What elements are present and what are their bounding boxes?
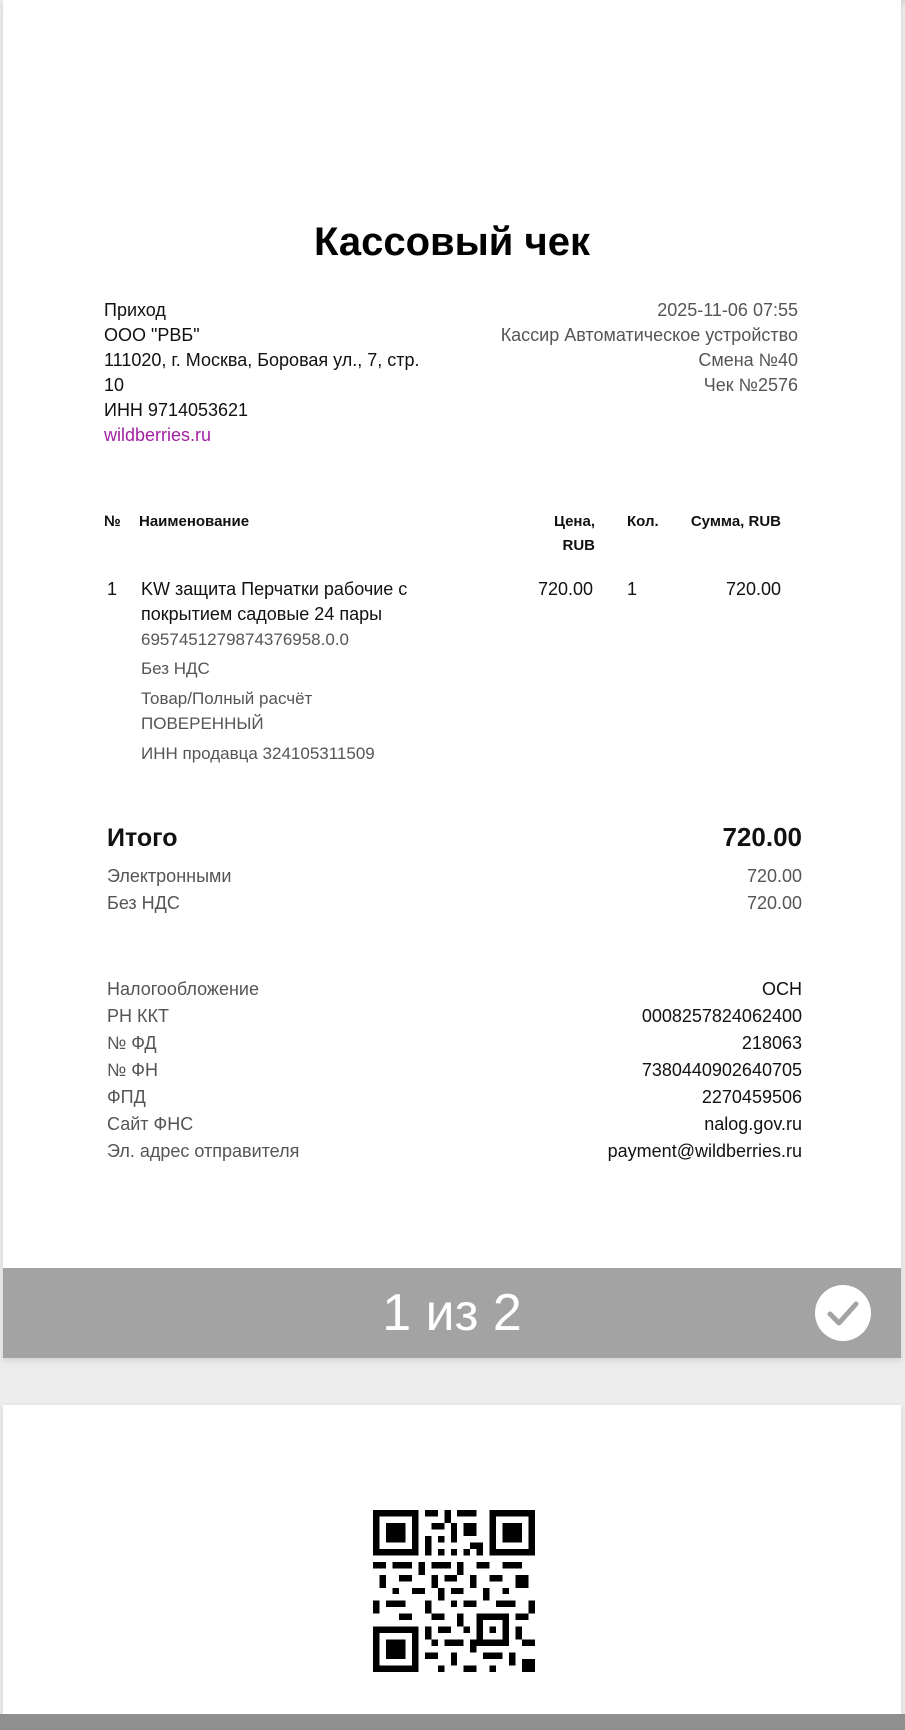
fiscal-row-sender-email: [107, 1141, 802, 1167]
fiscal-row-taxation: [107, 979, 802, 1005]
row-name-line2: покрытием садовые 24 пары: [141, 604, 383, 624]
cashier: Кассир Автоматическое устройство: [500, 325, 798, 345]
fiscal-value: 218063: [741, 1033, 802, 1053]
seller-info: [104, 298, 434, 448]
confirm-button[interactable]: [815, 1285, 871, 1341]
fiscal-label: РН ККТ: [107, 1006, 169, 1026]
row-name-line1: KW защита Перчатки рабочие с: [141, 579, 408, 599]
fiscal-label: ФПД: [107, 1087, 146, 1107]
fiscal-value: ОСН: [762, 979, 802, 999]
fiscal-label: Эл. адрес отправителя: [107, 1141, 300, 1161]
vat-label: Без НДС: [107, 893, 180, 913]
next-page-bar: [0, 1714, 905, 1730]
page-indicator-text: 1 из 2: [382, 1284, 522, 1342]
col-header-price: [523, 510, 595, 558]
fiscal-value: 7380440902640705: [641, 1060, 802, 1080]
page-indicator-bar: [3, 1268, 901, 1358]
qr-code-icon: [373, 1510, 535, 1672]
fiscal-label: Налогообложение: [107, 979, 259, 999]
check-number: Чек №2576: [703, 375, 798, 395]
vat-value: 720.00: [746, 893, 802, 913]
receipt-page-1: [3, 0, 901, 1358]
row-code: 6957451279874376958.0.0: [141, 630, 349, 649]
fns-site-link[interactable]: nalog.gov.ru: [704, 1114, 802, 1134]
row-type-line2: ПОВЕРЕННЫЙ: [141, 714, 264, 733]
fiscal-row-fns-site: [107, 1114, 802, 1140]
address-line-2: 10: [104, 375, 125, 395]
shift-number: Смена №40: [698, 350, 798, 370]
receipt-datetime: 2025-11-06 07:55: [657, 300, 798, 320]
col-header-price-line2: RUB: [562, 537, 595, 554]
fiscal-row-fd: [107, 1033, 802, 1059]
checkmark-icon: [827, 1299, 859, 1327]
fiscal-row-fpd: [107, 1087, 802, 1113]
sender-email-link[interactable]: payment@wildberries.ru: [607, 1141, 802, 1161]
payment-line: [107, 866, 802, 892]
fiscal-value: 2270459506: [701, 1087, 802, 1107]
payment-label: Электронными: [107, 866, 232, 886]
total-value: 720.00: [722, 822, 802, 852]
vat-line: [107, 893, 802, 919]
col-header-qty: Кол.: [627, 513, 659, 530]
fiscal-label: № ФД: [107, 1033, 157, 1053]
payment-value: 720.00: [746, 866, 802, 886]
row-vat: Без НДС: [141, 659, 210, 678]
col-header-price-line1: Цена,: [553, 513, 595, 530]
row-seller-inn: ИНН продавца 324105311509: [141, 744, 375, 763]
fiscal-label: Сайт ФНС: [107, 1114, 194, 1134]
fiscal-row-rn-kkt: [107, 1006, 802, 1032]
row-sum: 720.00: [725, 579, 781, 599]
row-num: 1: [107, 579, 118, 599]
site-link[interactable]: wildberries.ru: [104, 425, 212, 445]
row-type-line1: Товар/Полный расчёт: [141, 689, 313, 708]
receipt-title: Кассовый чек: [313, 220, 590, 264]
col-header-name: Наименование: [139, 513, 250, 530]
company-inn: ИНН 9714053621: [104, 400, 249, 420]
fiscal-value: 0008257824062400: [641, 1006, 802, 1026]
col-header-sum: Сумма, RUB: [690, 513, 781, 530]
address-line-1: 111020, г. Москва, Боровая ул., 7, стр.: [104, 350, 420, 370]
fiscal-row-fn: [107, 1060, 802, 1086]
col-header-num: №: [104, 513, 121, 530]
row-price: 720.00: [537, 579, 593, 599]
operation-type: Приход: [104, 300, 166, 320]
receipt-page-2: [3, 1405, 901, 1730]
receipt-meta: [438, 298, 798, 398]
company-name: ООО "РВБ": [104, 325, 200, 345]
total-label: Итого: [107, 824, 178, 852]
fiscal-label: № ФН: [107, 1060, 158, 1080]
row-qty: 1: [627, 579, 638, 599]
